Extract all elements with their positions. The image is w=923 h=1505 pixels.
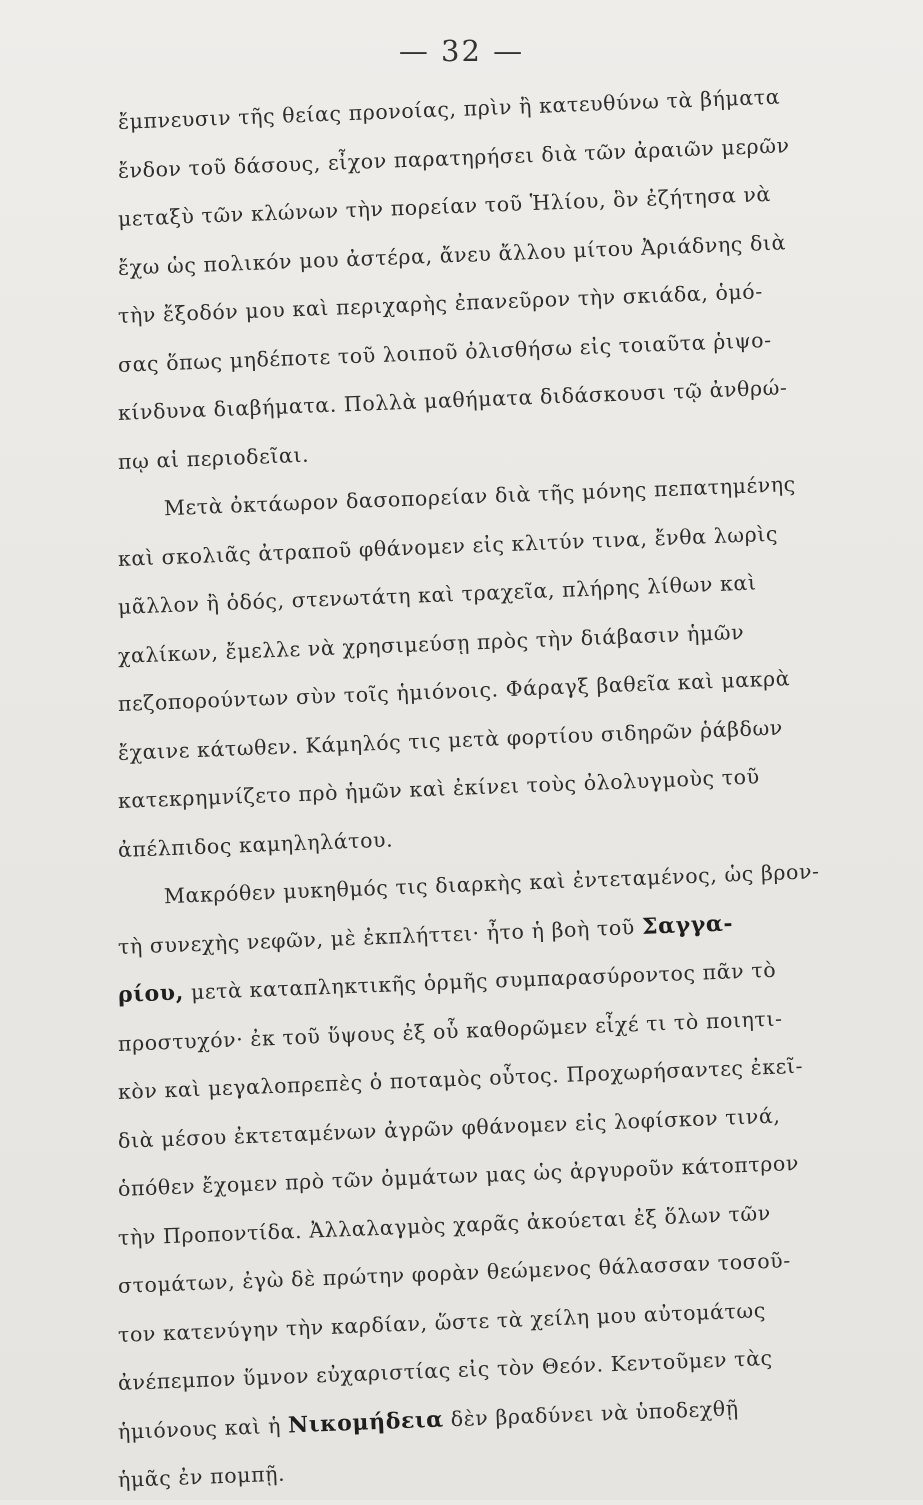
line-text: σας ὅπως μηδέποτε τοῦ λοιποῦ ὀλισθήσω εἰς τοιαῦτα ῥιψο- [117, 327, 773, 377]
line-text: τὴν Προποντίδα. Ἀλλαλαγμὸς χαρᾶς ἀκούεται ἐξ ὅλων τῶν [117, 1200, 772, 1250]
line-text: χαλίκων, ἔμελλε νὰ χρησιμεύσῃ πρὸς τὴν διάβασιν ἡμῶν [117, 619, 745, 668]
line-text: κατεκρημνίζετο πρὸ ἡμῶν καὶ ἐκίνει τοὺς ὀλολυγμοὺς τοῦ [117, 764, 761, 813]
line-text: προστυχόν· ἐκ τοῦ ὕψους ἐξ οὗ καθορῶμεν εἶχέ τι τὸ ποιητι- [117, 1005, 783, 1056]
line-text: στομάτων, ἐγὼ δὲ πρώτην φορὰν θεώμενος θάλασσαν τοσοῦ- [117, 1248, 792, 1298]
line-text: ἔχαινε κάτωθεν. Κάμηλός τις μετὰ φορτίου σιδηρῶν ῥάβδων [117, 714, 784, 765]
line-text: κὸν καὶ μεγαλοπρεπὲς ὁ ποταμὸς οὗτος. Προχωρήσαντες ἐκεῖ- [117, 1053, 804, 1104]
line-text: ὁπόθεν ἔχομεν πρὸ τῶν ὀμμάτων μας ὡς ἀργυροῦν κάτοπτρον [117, 1150, 800, 1201]
line-text: ἔχω ὡς πολικόν μου ἀστέρα, ἄνευ ἄλλου μίτου Ἀριάδνης διὰ [117, 229, 787, 280]
line-text: Μετὰ ὀκτάωρον δασοπορείαν διὰ τῆς μόνης πεπατημένης [163, 471, 797, 521]
line-text: κίνδυνα διαβήματα. Πολλὰ μαθήματα διδάσκουσι τῷ ἀνθρώ- [117, 375, 788, 425]
line-text: ἡμιόνους καὶ ἡ [117, 1412, 289, 1444]
line-text: ἀπέλπιδος καμηληλάτου. [117, 826, 394, 862]
line-text: ἀνέπεμπον ὕμνον εὐχαριστίας εἰς τὸν Θεόν. Κεντοῦμεν τὰς [117, 1345, 774, 1395]
line-text: ἔμπνευσιν τῆς θείας προνοίας, πρὶν ἢ κατευθύνω τὰ βήματα [117, 84, 781, 134]
bold-place-name: ρίου, [117, 979, 185, 1008]
line-text: τὴ συνεχὴς νεφῶν, μὲ ἐκπλήττει· ἦτο ἡ βοὴ τοῦ [117, 914, 643, 959]
line-text: Μακρόθεν μυκηθμός τις διαρκὴς καὶ ἐντεταμένος, ὡς βρον- [163, 859, 820, 909]
bold-place-name: Νικομήδεια [287, 1405, 445, 1438]
line-text: μετὰ καταπληκτικῆς ὁρμῆς συμπαρασύροντος πᾶν τὸ [183, 957, 777, 1005]
line-text: ἡμᾶς ἐν πομπῇ. [117, 1461, 286, 1492]
line-text: τον κατενύγην τὴν καρδίαν, ὥστε τὰ χείλη μου αὐτομάτως [117, 1297, 767, 1347]
line-text: δὲν βραδύνει νὰ ὑποδεχθῇ [443, 1395, 740, 1431]
line-text: μεταξὺ τῶν κλώνων τὴν πορείαν τοῦ Ἡλίου, ὃν ἐζήτησα νὰ [117, 181, 772, 231]
body-text [117, 84, 908, 1505]
bold-place-name: Σαγγα- [641, 909, 734, 940]
line-text: μᾶλλον ἢ ὁδός, στενωτάτη καὶ τραχεῖα, πλήρης λίθων καὶ [117, 570, 757, 619]
line-text: πῳ αἱ περιοδεῖαι. [117, 442, 310, 474]
page-number: — 32 — [398, 34, 525, 68]
line-text: πεζοπορούντων σὺν τοῖς ἡμιόνοις. Φάραγξ βαθεῖα καὶ μακρὰ [117, 666, 791, 716]
line-text: τὴν ἔξοδόν μου καὶ περιχαρὴς ἐπανεῦρον τὴν σκιάδα, ὁμό- [117, 279, 764, 328]
line-text: διὰ μέσου ἐκτεταμένων ἀγρῶν φθάνομεν εἰς λοφίσκον τινά, [117, 1103, 781, 1153]
line-text: καὶ σκολιᾶς ἀτραποῦ φθάνομεν εἰς κλιτύν τινα, ἔνθα λωρὶς [117, 521, 779, 571]
line-text: ἔνδον τοῦ δάσους, εἶχον παρατηρήσει διὰ τῶν ἀραιῶν μερῶν [117, 132, 791, 183]
